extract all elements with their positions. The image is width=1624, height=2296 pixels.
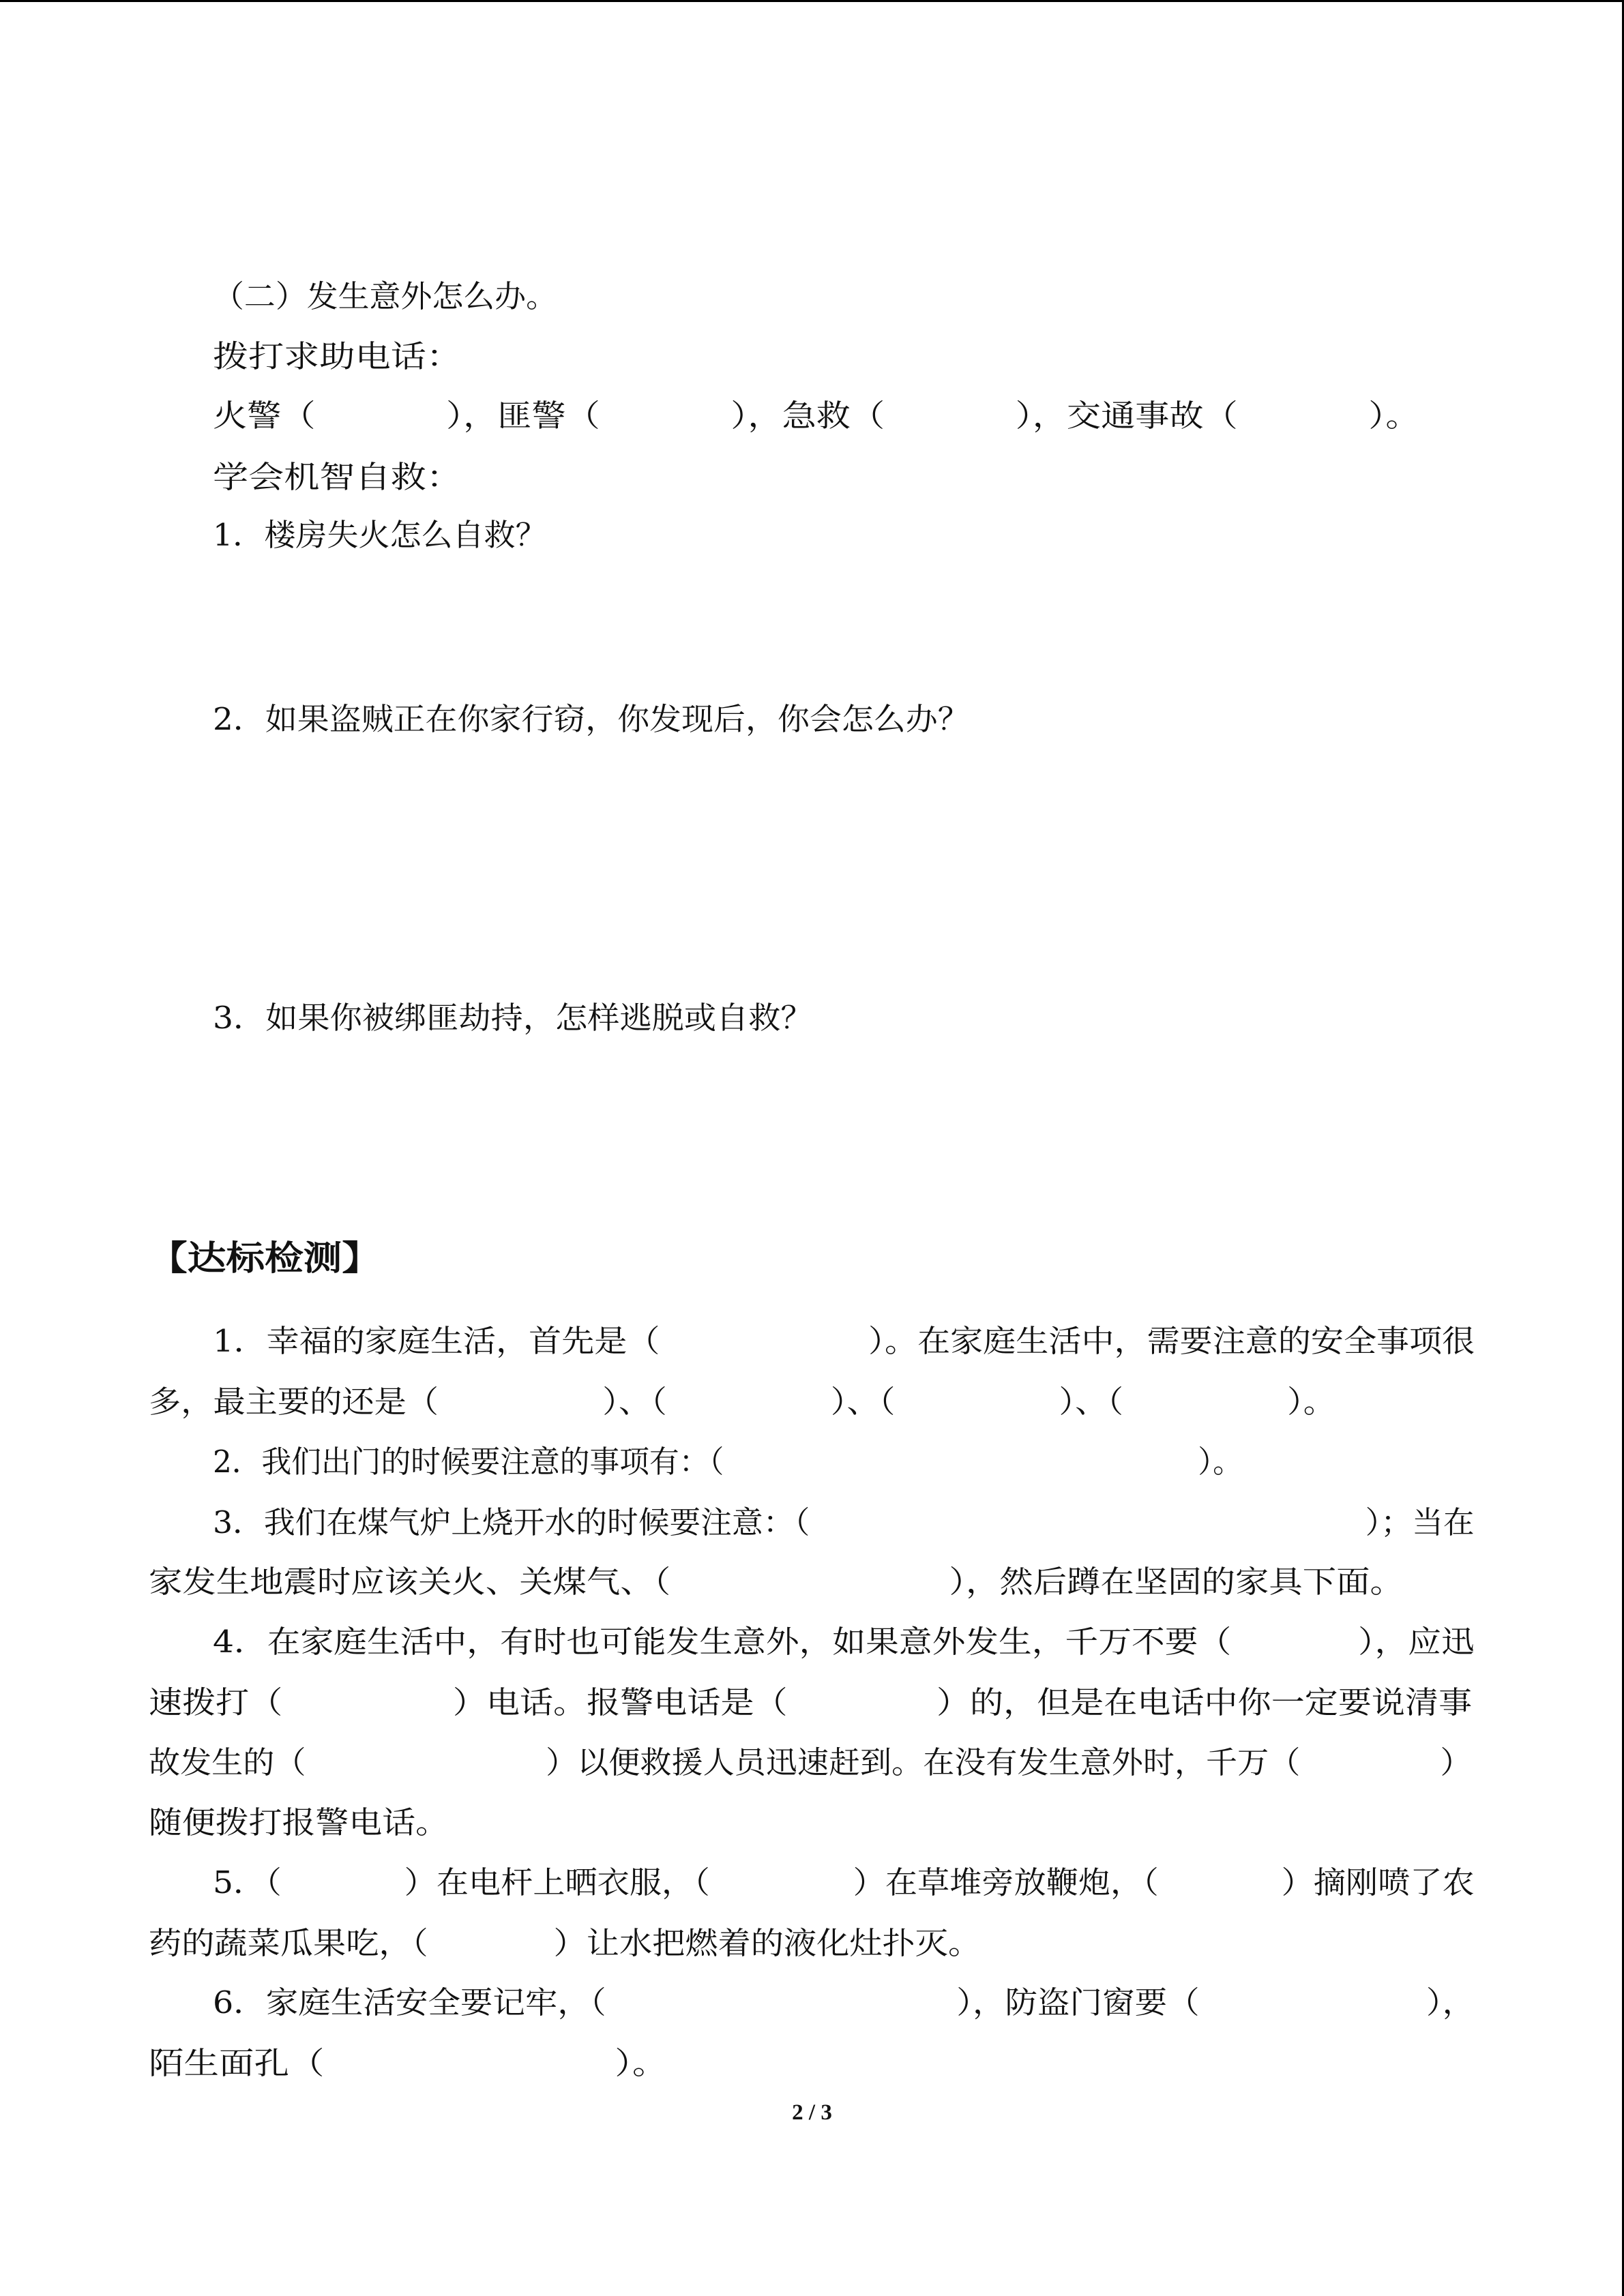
test-line: 速拨打（ ）电话。报警电话是（ ）的，但是在电话中你一定要说清事 (149, 1684, 1473, 1720)
top-border (0, 0, 1624, 2)
test-line: 随便拨打报警电话。 (149, 1804, 449, 1840)
test-line: 陌生面孔（ ）。 (149, 2045, 668, 2081)
question-2: 2．如果盗贼正在你家行窃，你发现后，你会怎么办？ (213, 701, 970, 737)
test-line: 6．家庭生活安全要记牢，（ ），防盗门窗要（ ）， (213, 1984, 1475, 2021)
test-line: 2．我们出门的时候要注意的事项有：（ ）。 (213, 1444, 1243, 1480)
test-line: 1．幸福的家庭生活，首先是（ ）。在家庭生活中，需要注意的安全事项很 (213, 1323, 1475, 1359)
emergency-numbers-line: 火警（ ），匪警（ ），急救（ ），交通事故（ ）。 (213, 398, 1420, 434)
test-line: 5．（ ）在电杆上晒衣服，（ ）在草堆旁放鞭炮，（ ）摘刚喷了农 (213, 1864, 1475, 1900)
section-title: （二）发生意外怎么办。 (213, 278, 558, 314)
test-line: 4．在家庭生活中，有时也可能发生意外，如果意外发生，千万不要（ ），应迅 (213, 1624, 1475, 1660)
test-line: 多，最主要的还是（ ）、（ ）、（ ）、（ ）。 (149, 1384, 1335, 1420)
test-line: 故发生的（ ）以便救援人员迅速赶到。在没有发生意外时，千万（ ） (149, 1744, 1472, 1780)
page-number: 2 / 3 (792, 2100, 832, 2125)
test-heading: 【达标检测】 (149, 1238, 381, 1278)
self-rescue-label: 学会机智自救： (213, 459, 462, 495)
call-label: 拨打求助电话： (213, 338, 462, 374)
test-line: 3．我们在煤气炉上烧开水的时候要注意：（ ）；当在 (213, 1504, 1475, 1540)
test-line: 药的蔬菜瓜果吃，（ ）让水把燃着的液化灶扑灭。 (149, 1925, 981, 1961)
test-line: 家发生地震时应该关火、关煤气、（ ），然后蹲在坚固的家具下面。 (149, 1564, 1404, 1600)
question-1: 1．楼房失火怎么自救？ (213, 517, 547, 553)
question-3: 3．如果你被绑匪劫持，怎样逃脱或自救？ (213, 1000, 813, 1036)
